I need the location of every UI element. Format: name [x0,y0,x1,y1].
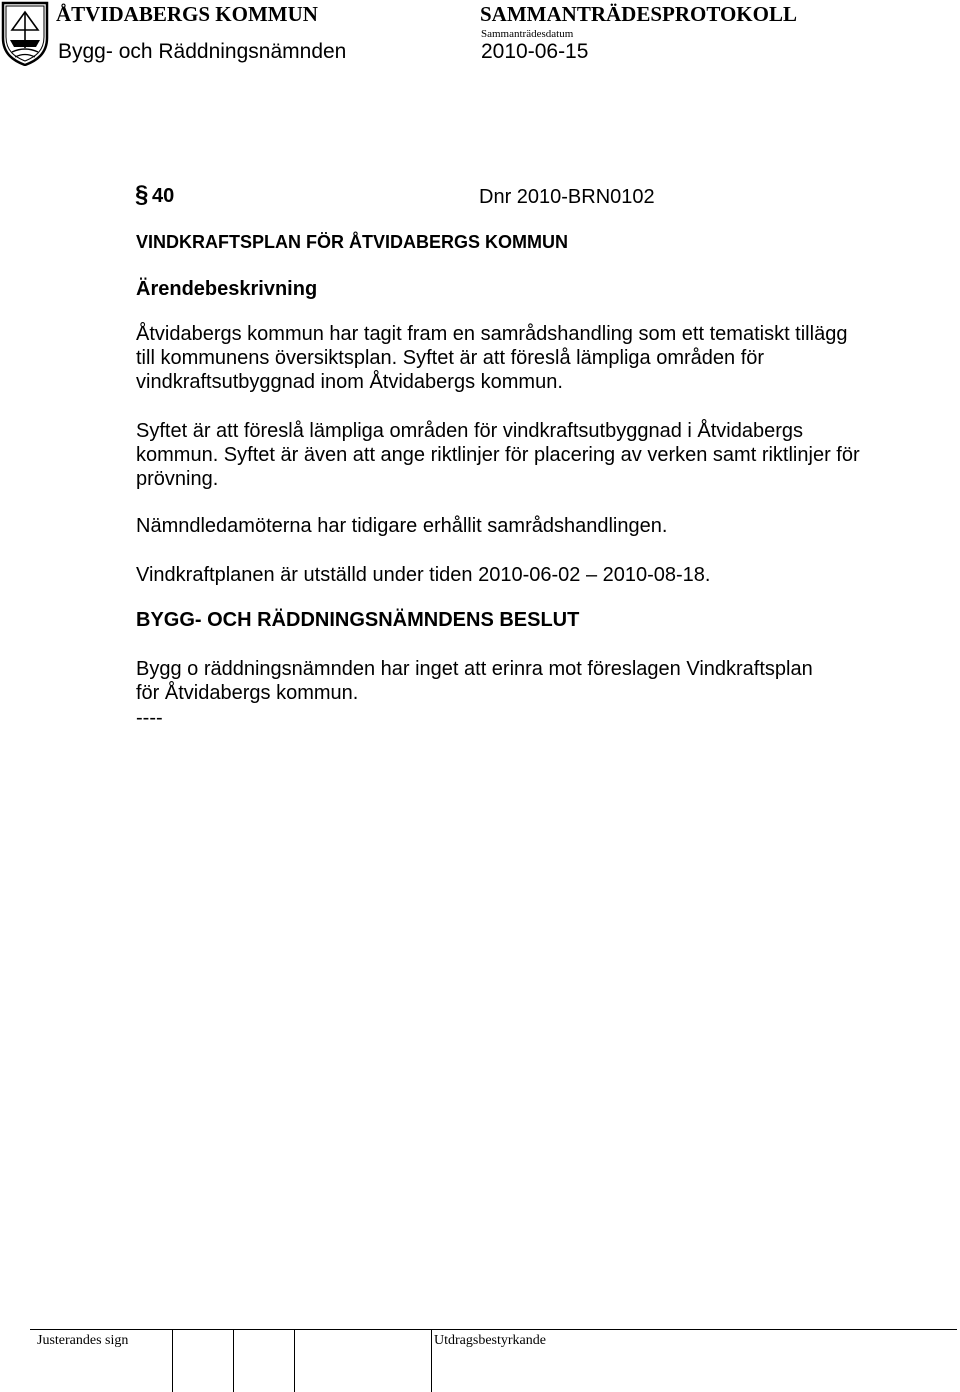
item-title: VINDKRAFTSPLAN FÖR ÅTVIDABERGS KOMMUN [136,232,568,252]
decision-heading: BYGG- OCH RÄDDNINGSNÄMNDENS BESLUT [136,609,580,631]
signature-box-divider [431,1330,432,1392]
text-line: Bygg o räddningsnämnden har inget att erinra mot föreslagen Vindkraftsplan [136,658,813,680]
protocol-title: SAMMANTRÄDESPROTOKOLL [480,2,797,26]
footer-divider [30,1329,957,1330]
exhibition-paragraph: Vindkraftplanen är utställd under tiden 2010-06-02 – 2010-08-18. [136,564,711,586]
decision-paragraph [136,657,813,705]
section-sign: § [135,181,149,208]
certification-label: Utdragsbestyrkande [434,1333,546,1348]
text-line: Åtvidabergs kommun har tagit fram en samrådshandling som ett tematiskt tillägg [136,323,848,345]
municipal-crest-icon [0,0,50,66]
description-heading: Ärendebeskrivning [136,278,318,300]
text-line: för Åtvidabergs kommun. [136,682,359,704]
text-line: Syftet är att föreslå lämpliga områden för vindkraftsutbyggnad i Åtvidabergs [136,420,804,442]
members-paragraph: Nämndledamöterna har tidigare erhållit samrådshandlingen. [136,515,668,537]
signature-box-divider [172,1330,173,1392]
signature-box-divider [294,1330,295,1392]
text-line: prövning. [136,468,219,490]
section-number: 40 [152,185,175,207]
municipality-name: ÅTVIDABERGS KOMMUN [56,2,318,26]
end-mark: ---- [136,707,163,729]
committee-name: Bygg- och Räddningsnämnden [58,40,347,63]
description-paragraph [136,322,847,394]
text-line: till kommunens översiktsplan. Syftet är att föreslå lämpliga områden för [136,347,765,369]
text-line: kommun. Syftet är även att ange riktlinjer för placering av verken samt riktlinjer för [136,444,860,466]
text-line: vindkraftsutbyggnad inom Åtvidabergs kommun. [136,371,563,393]
meeting-date-label: Sammanträdesdatum [481,28,574,40]
purpose-paragraph [136,419,860,491]
signature-box-divider [233,1330,234,1392]
meeting-date: 2010-06-15 [481,40,589,63]
signature-label: Justerandes sign [37,1333,129,1348]
diary-number: Dnr 2010-BRN0102 [479,186,655,208]
